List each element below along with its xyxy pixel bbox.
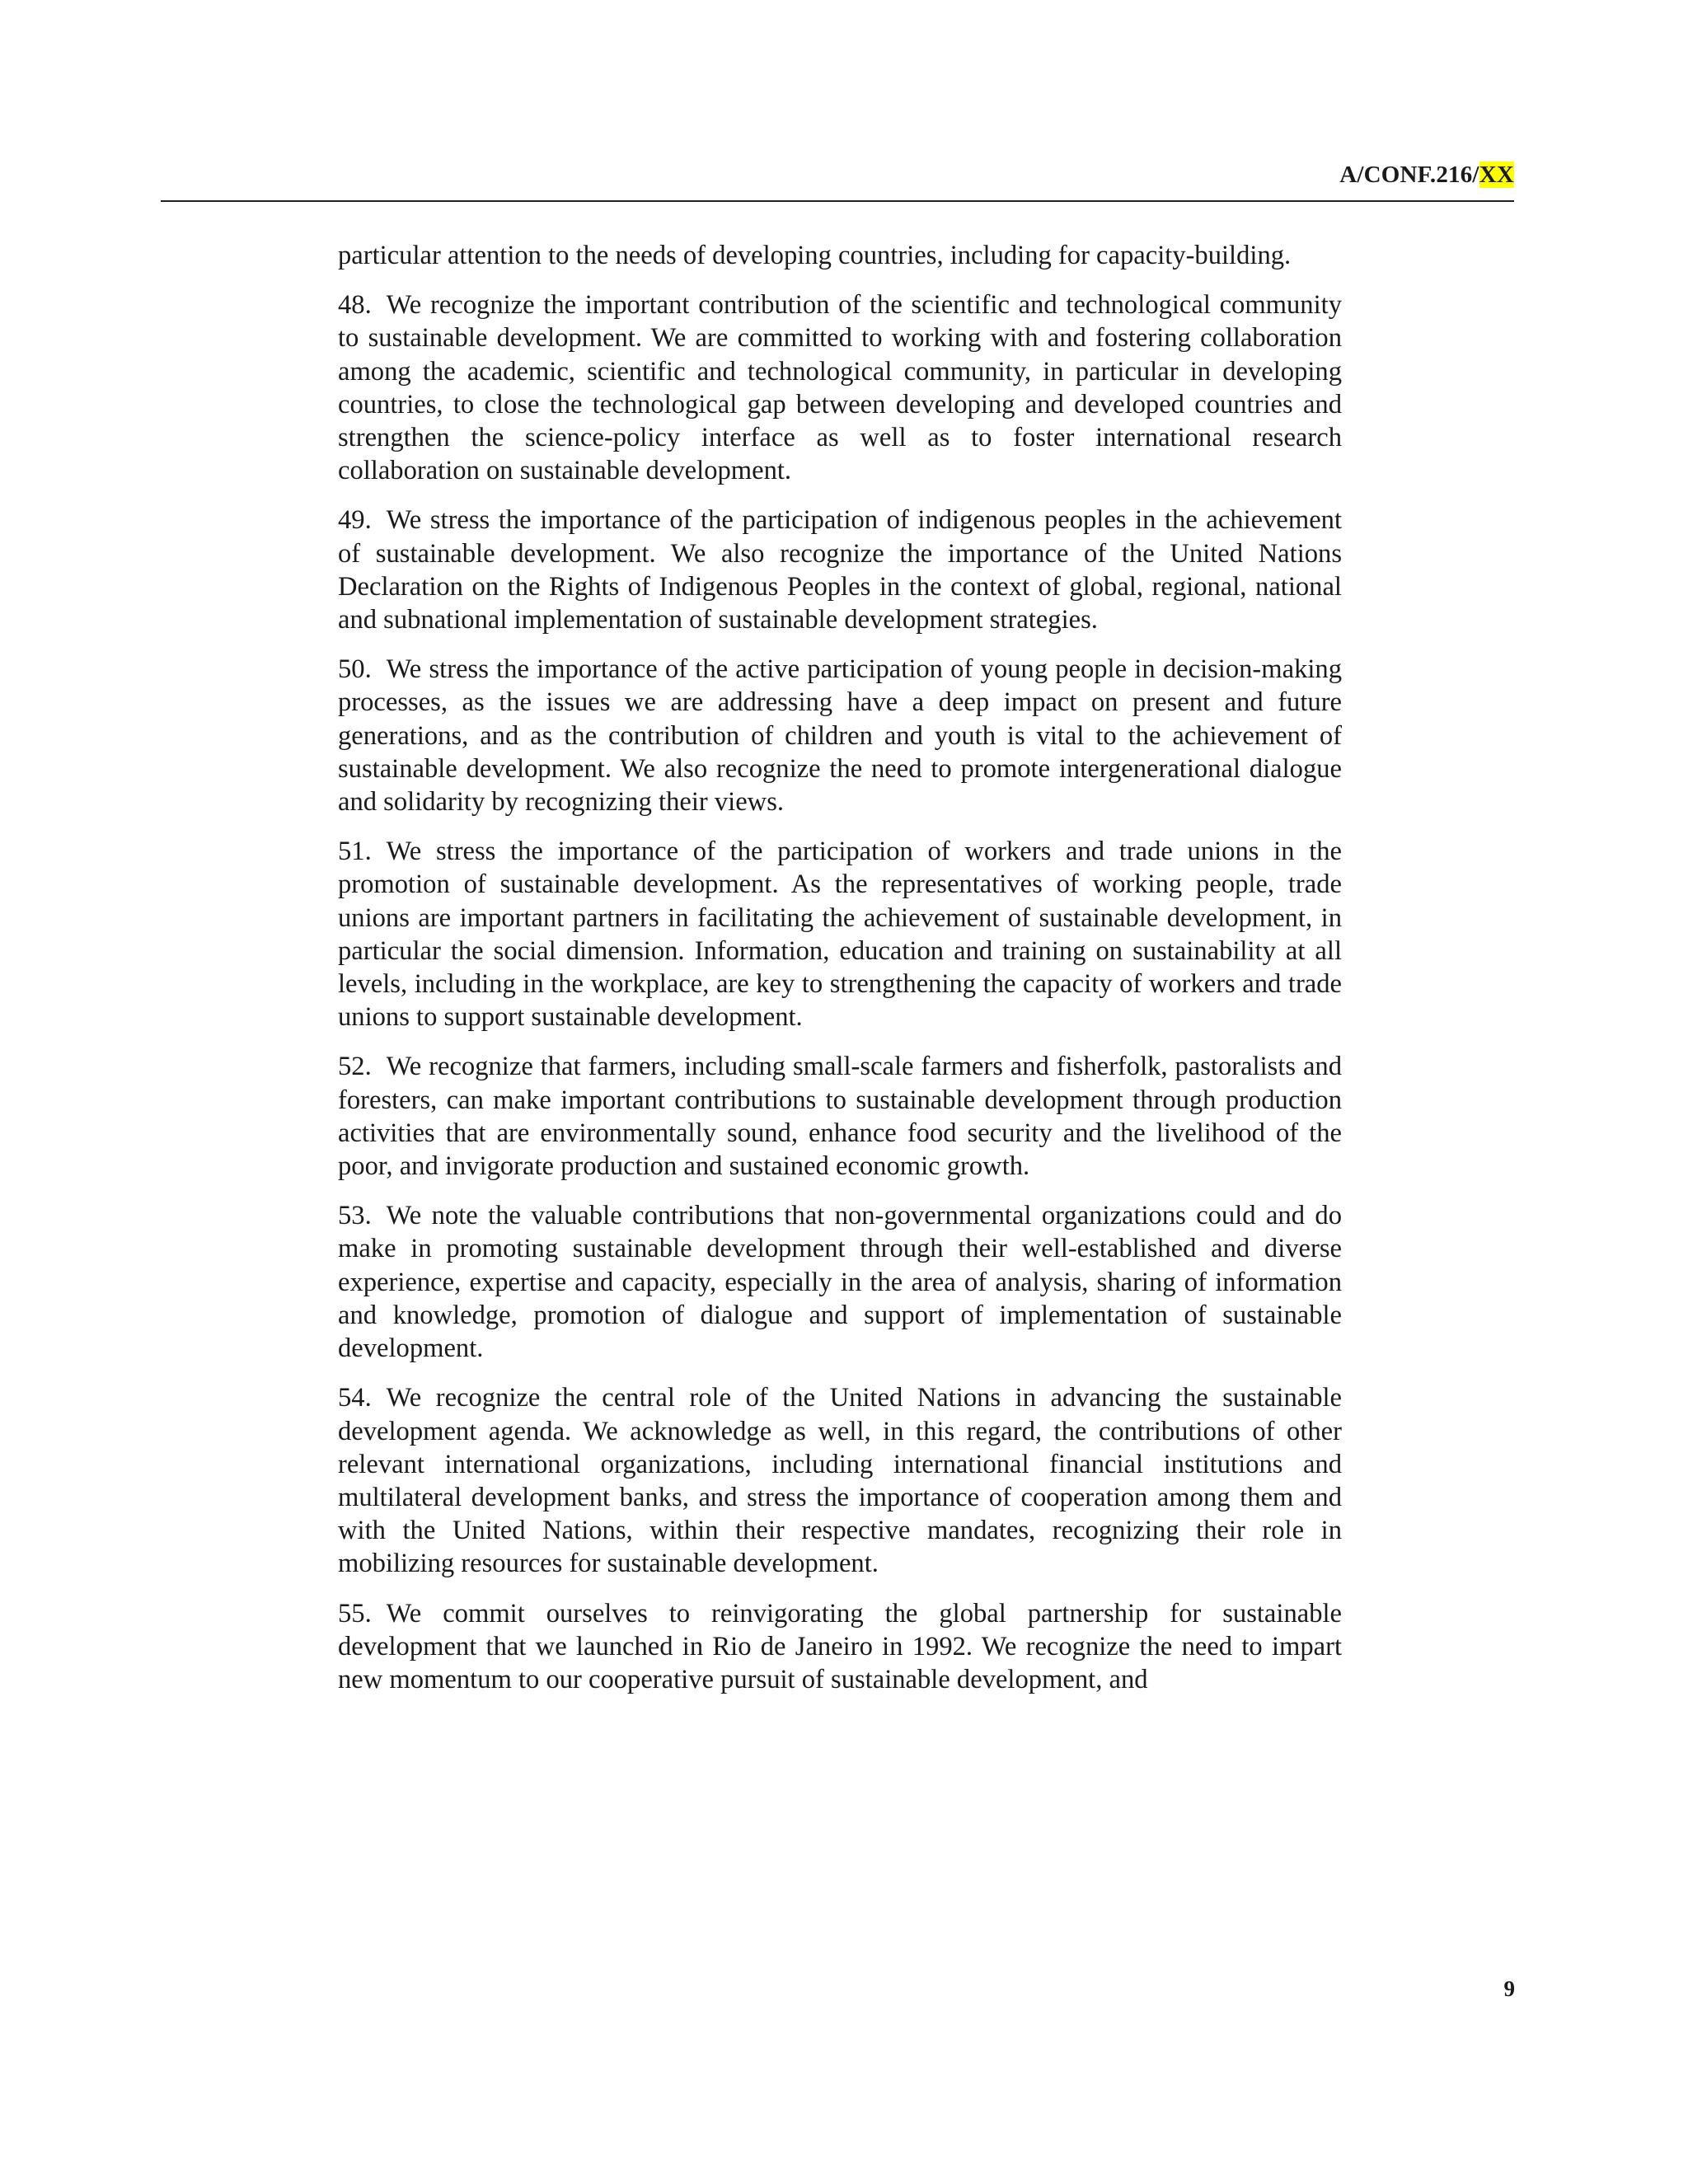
paragraph-text: We commit ourselves to reinvigorating the global partnership for sustainable development that we launched in Rio de Janeiro in 1992. We recognize the need to impart new momentum to our cooperative pursuit of sustainable development, and (338, 1598, 1342, 1694)
paragraph-number: 53. (338, 1201, 372, 1231)
paragraph-54 (338, 1381, 1342, 1580)
paragraph-text: We recognize the central role of the United Nations in advancing the sustainable development agenda. We acknowledge as well, in this regard, the contributions of other relevant international organizations, including international financial institutions and multilateral development banks, and stress the importance of cooperation among them and with the United Nations, within their respective mandates, recognizing their role in mobilizing resources for sustainable development. (338, 1383, 1342, 1579)
paragraph-50 (338, 653, 1342, 818)
paragraph-51 (338, 835, 1342, 1033)
paragraph-number: 49. (338, 505, 372, 536)
paragraph-48 (338, 288, 1342, 487)
paragraph-number: 54. (338, 1383, 372, 1413)
paragraph-52 (338, 1050, 1342, 1183)
page-header (161, 159, 1514, 202)
paragraph-continuation (338, 239, 1342, 272)
paragraph-number: 52. (338, 1052, 372, 1082)
paragraph-text: We recognize that farmers, including small-scale farmers and fisherfolk, pastoralists and foresters, can make important contributions to sustainable development through production activities that are environmentally sound, enhance food security and the livelihood of the poor, and invigorate production and sustained economic growth. (338, 1052, 1342, 1182)
paragraph-53 (338, 1199, 1342, 1365)
paragraph-number: 50. (338, 654, 372, 685)
document-body (338, 239, 1342, 1713)
paragraph-text: particular attention to the needs of developing countries, including for capacity-building. (338, 241, 1292, 270)
paragraph-text: We recognize the important contribution of the scientific and technological community to sustainable development. We are committed to working with and fostering collaboration among the academic, scientific and technological community, in particular in developing countries, to close the technological gap between developing and developed countries and strengthen the science-policy interface as well as to foster international research collaboration on sustainable development. (338, 290, 1342, 486)
paragraph-text: We stress the importance of the active participation of young people in decision-making processes, as the issues we are addressing have a deep impact on present and future generations, and as the contribution of children and youth is vital to the achievement of sustainable development. We also recognize the need to promote intergenerational dialogue and solidarity by recognizing their views. (338, 654, 1342, 818)
paragraph-49 (338, 504, 1342, 636)
paragraph-text: We stress the importance of the participation of workers and trade unions in the promotion of sustainable development. As the representatives of working people, trade unions are important partners in facilitating the achievement of sustainable development, in particular the social dimension. Information, education and training on sustainability at all levels, including in the workplace, are key to strengthening the capacity of workers and trade unions to support sustainable development. (338, 837, 1342, 1033)
paragraph-number: 51. (338, 837, 372, 867)
document-symbol (1339, 159, 1514, 190)
paragraph-55 (338, 1597, 1342, 1697)
page-number: 9 (1503, 1976, 1515, 2001)
paragraph-text: We note the valuable contributions that non-governmental organizations could and do make in promoting sustainable development through their well-established and diverse experience, expertise and capacity, especially in the area of analysis, sharing of information and knowledge, promotion of dialogue and support of implementation of sustainable development. (338, 1201, 1342, 1364)
paragraph-number: 55. (338, 1598, 372, 1629)
document-symbol-highlighted-suffix: XX (1479, 162, 1514, 188)
paragraph-text: We stress the importance of the participation of indigenous peoples in the achievement of sustainable development. We also recognize the importance of the United Nations Declaration on the Rights of Indigenous Peoples in the context of global, regional, national and subnational implementation of sustainable development strategies. (338, 505, 1342, 635)
paragraph-number: 48. (338, 290, 372, 321)
document-symbol-prefix: A/CONF.216/ (1339, 162, 1479, 188)
